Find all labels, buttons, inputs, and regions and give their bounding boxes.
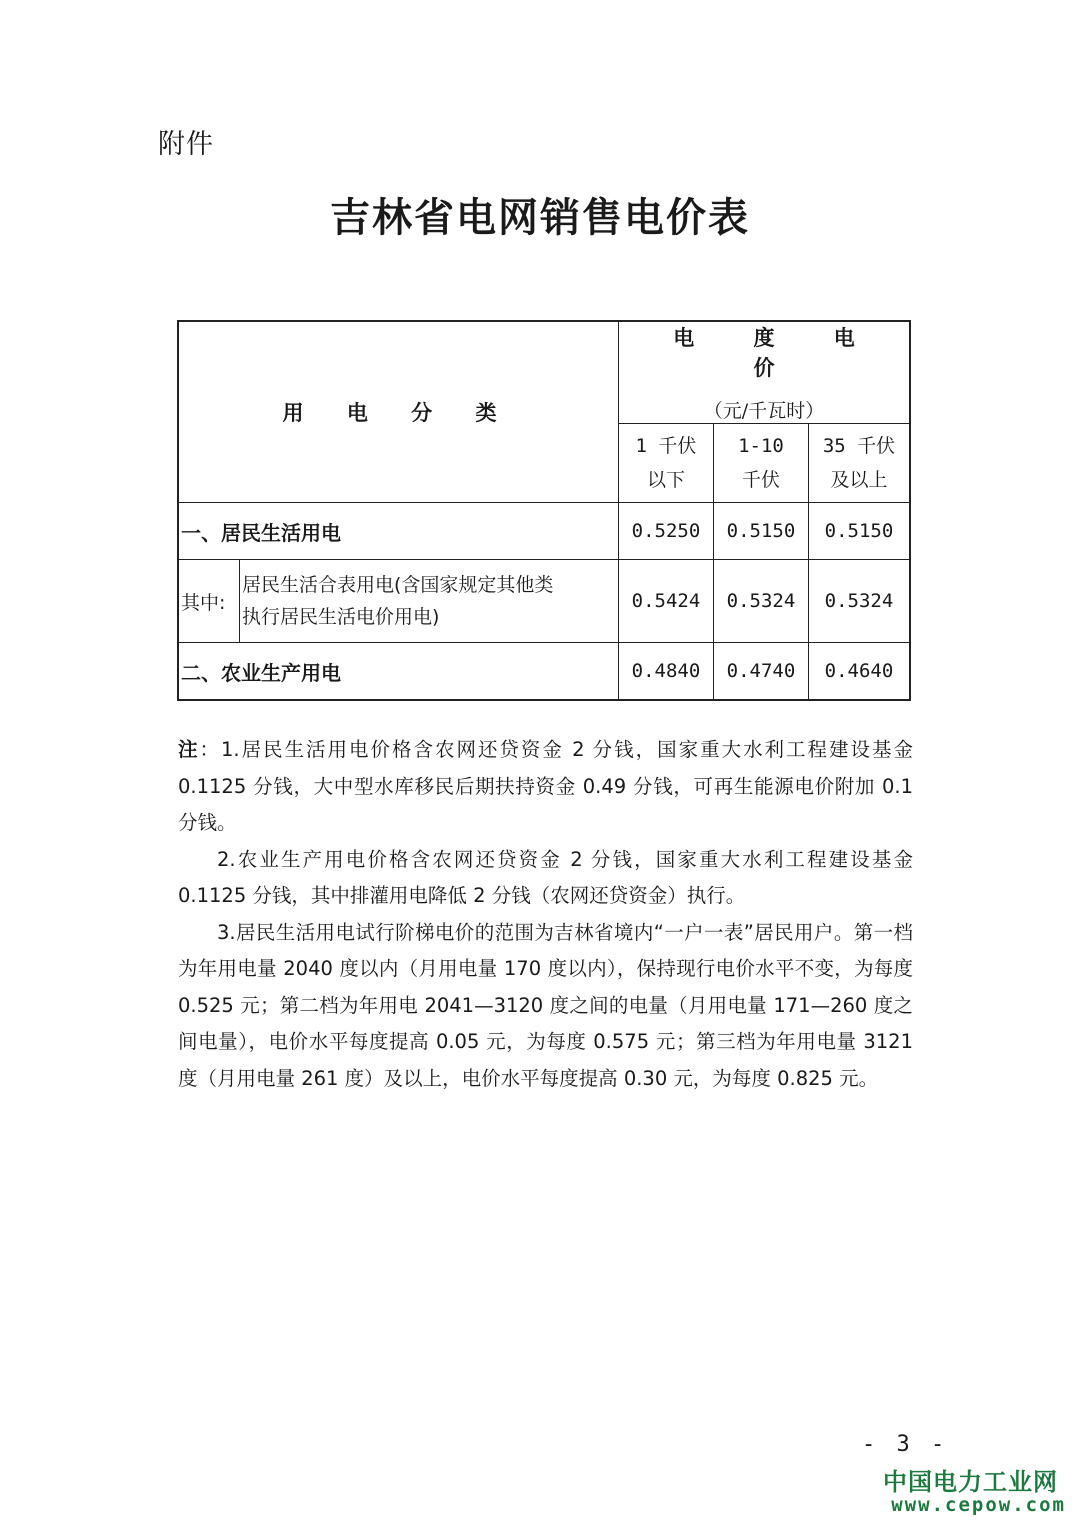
- price-value: 0.4640: [809, 643, 911, 701]
- note-1-text: ：1.居民生活用电价格含农网还贷资金 2 分钱，国家重大水利工程建设基金 0.1125 分钱，大中型水库移民后期扶持资金 0.49 分钱，可再生能源电价附加 0.1 分钱。: [178, 738, 913, 834]
- voltage-level-line2: 及以上: [830, 469, 888, 491]
- price-header: [619, 321, 911, 424]
- watermark-site-name: 中国电力工业网: [883, 1468, 1058, 1496]
- row-category-line2: 执行居民生活电价用电): [242, 606, 440, 628]
- price-value: 0.5324: [809, 560, 911, 643]
- table-row: [178, 643, 910, 701]
- price-header-title: 电 度 电 价: [673, 326, 881, 380]
- note-3: 3.居民生活用电试行阶梯电价的范围为吉林省境内“一户一表”居民用户。第一档为年用电量 2040 度以内（月用电量 170 度以内），保持现行电价水平不变，为每度 0.525 元；第二档为年用电 2041—3120 度之间的电量（月用电量 171—260 度之间电量），电价水平每度提高 0.05 元，为每度 0.575 元；第三档为年用电量 3121 度（月用电量 261 度）及以上，电价水平每度提高 0.30 元，为每度 0.825 元。: [178, 920, 913, 1090]
- notes-section: [178, 732, 913, 1097]
- page-number: - 3 -: [862, 1432, 949, 1457]
- table-row: [178, 560, 910, 643]
- voltage-level-header: [809, 424, 911, 503]
- row-category-line1: 居民生活合表用电(含国家规定其他类: [242, 574, 554, 596]
- voltage-level-header: [619, 424, 714, 503]
- row-category: 一、居民生活用电: [178, 503, 619, 560]
- price-unit: （元/千瓦时）: [703, 400, 825, 422]
- price-value: 0.4840: [619, 643, 714, 701]
- row-category: 二、农业生产用电: [178, 643, 619, 701]
- row-sub-label: 其中:: [178, 560, 240, 643]
- electricity-price-table: [177, 320, 911, 701]
- price-value: 0.4740: [714, 643, 809, 701]
- note-1: [178, 732, 913, 842]
- price-value: 0.5150: [809, 503, 911, 560]
- watermark-url: www.cepow.com: [891, 1494, 1066, 1516]
- voltage-level-line1: 1-10: [738, 435, 784, 457]
- price-value: 0.5324: [714, 560, 809, 643]
- table-header-row: [178, 321, 910, 424]
- note-2: 2.农业生产用电价格含农网还贷资金 2 分钱，国家重大水利工程建设基金 0.1125 分钱，其中排灌用电降低 2 分钱（农网还贷资金）执行。: [178, 847, 913, 907]
- table-row: [178, 503, 910, 560]
- voltage-level-line2: 千伏: [741, 469, 780, 491]
- price-value: 0.5424: [619, 560, 714, 643]
- row-category: [240, 560, 619, 643]
- category-header: 用 电 分 类: [178, 321, 619, 503]
- voltage-level-header: [714, 424, 809, 503]
- voltage-level-line2: 以下: [646, 469, 685, 491]
- document-title: 吉林省电网销售电价表: [330, 195, 750, 241]
- note-lead: 注: [178, 738, 200, 761]
- attachment-label: 附件: [158, 129, 214, 160]
- price-value: 0.5250: [619, 503, 714, 560]
- price-value: 0.5150: [714, 503, 809, 560]
- voltage-level-line1: 35 千伏: [822, 435, 896, 457]
- voltage-level-line1: 1 千伏: [635, 435, 697, 457]
